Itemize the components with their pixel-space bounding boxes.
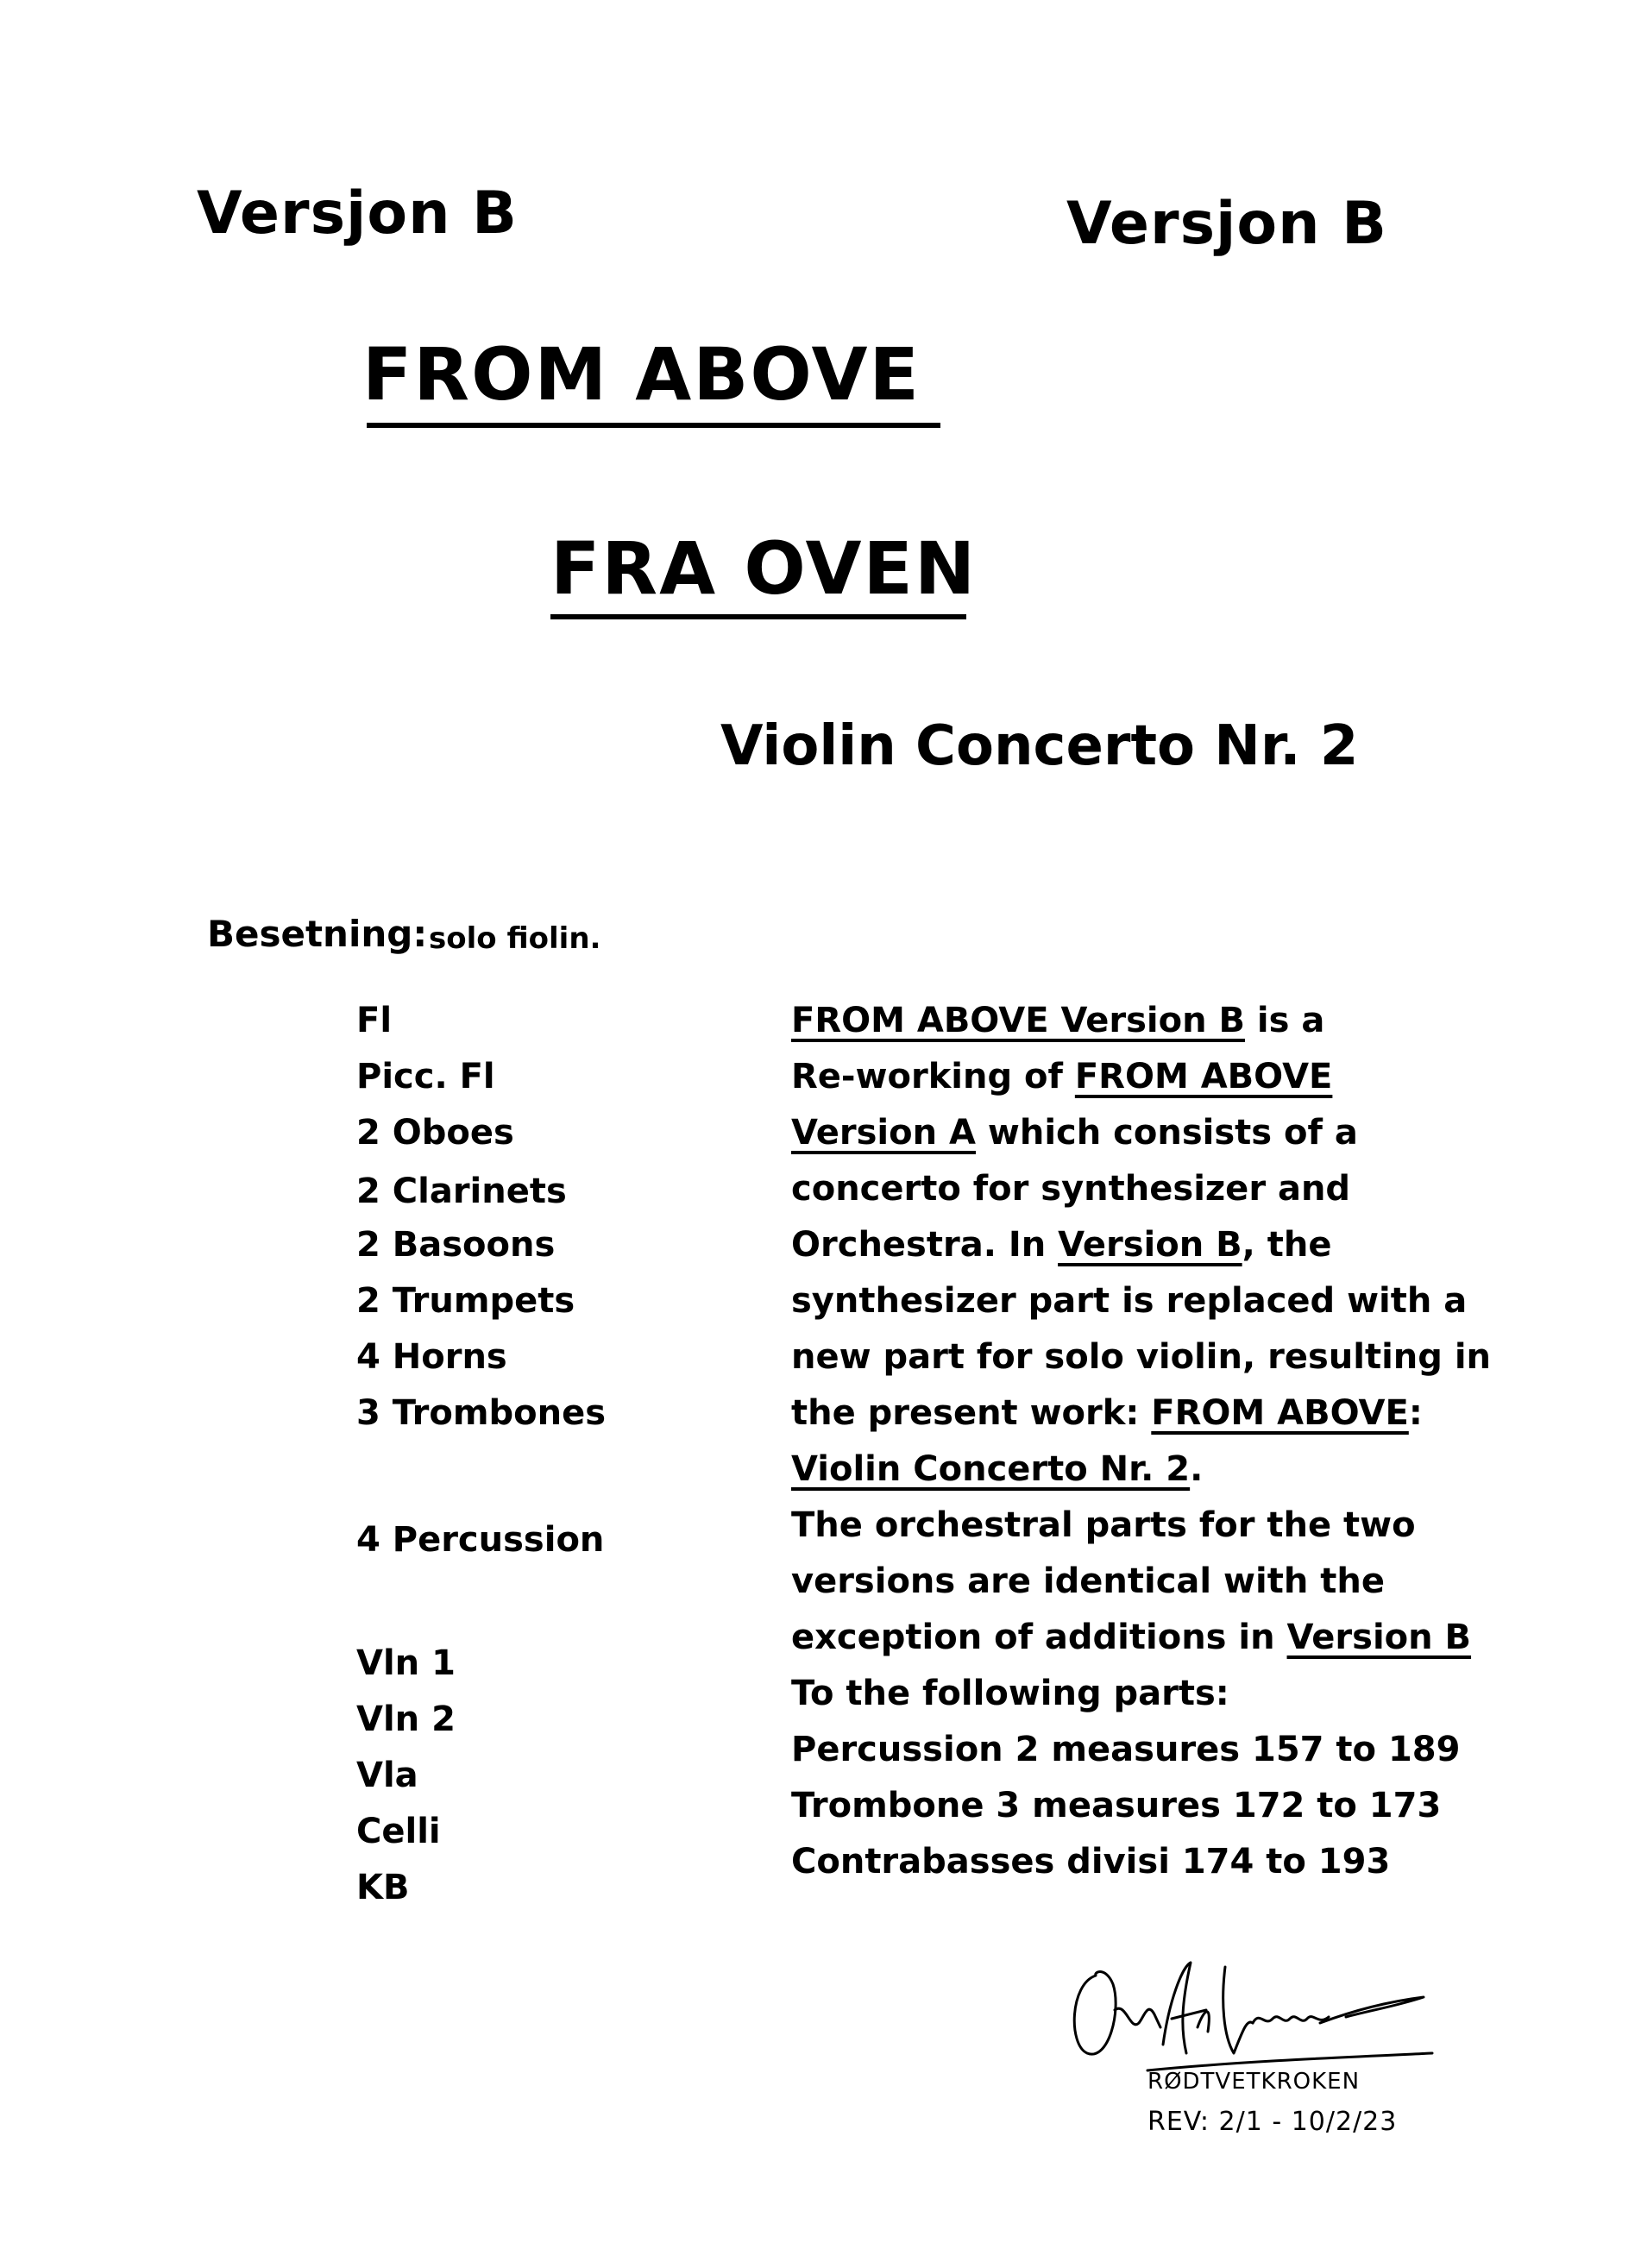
subtitle: Violin Concerto Nr. 2 (720, 714, 1359, 778)
scoring-soloist: solo fiolin. (429, 921, 601, 956)
notes-text: Re-working of (791, 1057, 1075, 1096)
notes-emphasis: FROM ABOVE (1074, 1057, 1333, 1096)
instrument-item: 3 Trombones (356, 1393, 607, 1433)
notes-text: . (1190, 1449, 1204, 1489)
notes-line: Contrabasses divisi 174 to 193 (791, 1842, 1391, 1882)
notes-text: is a (1244, 1001, 1325, 1040)
notes-line (791, 1225, 1331, 1265)
instrument-item: 2 Clarinets (356, 1172, 567, 1211)
signature-place: RØDTVETKROKEN (1147, 2069, 1361, 2095)
notes-emphasis: FROM ABOVE (1151, 1393, 1409, 1433)
title-from-above: FROM ABOVE (362, 332, 921, 417)
notes-line: The orchestral parts for the two (791, 1505, 1416, 1545)
instrument-item: Celli (356, 1812, 441, 1851)
notes-line: versions are identical with the (791, 1561, 1385, 1601)
notes-emphasis: Version B (1058, 1225, 1242, 1265)
notes-line (791, 1449, 1203, 1489)
notes-emphasis: Version A (791, 1113, 976, 1153)
notes-line (791, 1618, 1471, 1657)
instrument-item: Vla (356, 1756, 418, 1795)
instrument-item: Vln 1 (356, 1643, 456, 1683)
notes-line: new part for solo violin, resulting in (791, 1337, 1492, 1377)
title-underline (367, 423, 940, 428)
notes-line (791, 1113, 1358, 1153)
instrument-item: 2 Basoons (356, 1225, 556, 1265)
instrument-item: 2 Trumpets (356, 1281, 575, 1321)
notes-line (791, 1393, 1423, 1433)
instrument-item: 4 Horns (356, 1337, 507, 1377)
instrument-item: KB (356, 1868, 410, 1907)
notes-line: concerto for synthesizer and (791, 1169, 1351, 1209)
notes-text: Orchestra. In (791, 1225, 1059, 1265)
scoring-label: Besetning: (207, 913, 428, 955)
notes-emphasis: Version B (1286, 1618, 1472, 1657)
notes-text: exception of additions in (791, 1618, 1287, 1657)
title-norwegian-underline (550, 614, 966, 619)
title-fra-oven: FRA OVEN (550, 526, 978, 611)
notes-line (791, 1001, 1324, 1040)
notes-text: which consists of a (975, 1113, 1358, 1153)
notes-line: To the following parts: (791, 1674, 1229, 1713)
notes-text: : (1408, 1393, 1423, 1433)
instrument-item: 2 Oboes (356, 1113, 514, 1153)
notes-line: Percussion 2 measures 157 to 189 (791, 1730, 1461, 1769)
version-label-right: Versjon B (1066, 190, 1387, 258)
notes-text: the present work: (791, 1393, 1152, 1433)
instrument-item: 4 Percussion (356, 1520, 605, 1560)
notes-line: synthesizer part is replaced with a (791, 1281, 1468, 1321)
notes-emphasis: Violin Concerto Nr. 2 (791, 1449, 1191, 1489)
notes-line (791, 1057, 1332, 1096)
instrument-item: Picc. Fl (356, 1057, 495, 1096)
notes-text: , the (1242, 1225, 1332, 1265)
version-label-left: Versjon B (197, 179, 518, 248)
instrument-item: Fl (356, 1001, 393, 1040)
notes-line: Trombone 3 measures 172 to 173 (791, 1786, 1442, 1825)
instrument-item: Vln 2 (356, 1699, 456, 1739)
notes-emphasis: FROM ABOVE Version B (791, 1001, 1245, 1040)
signature-revision: REV: 2/1 - 10/2/23 (1147, 2107, 1398, 2137)
